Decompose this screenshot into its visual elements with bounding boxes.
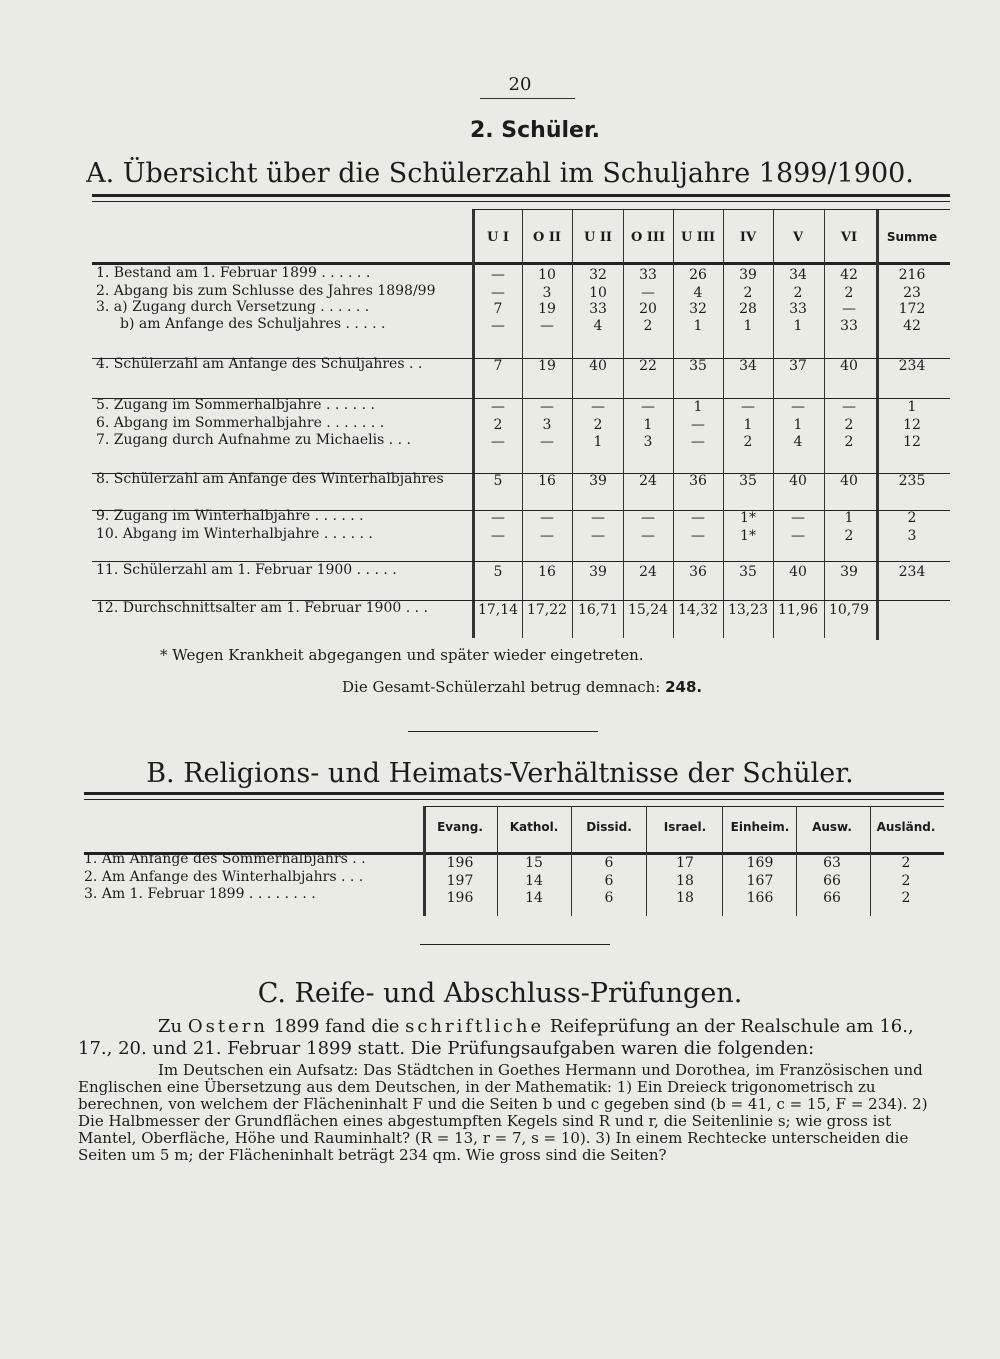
table-cell: 10 bbox=[538, 267, 556, 283]
table-cell: 36 bbox=[689, 473, 707, 489]
table-cell: 10 bbox=[589, 285, 607, 301]
table-cell: 35 bbox=[689, 358, 707, 374]
table-cell: — bbox=[540, 528, 554, 544]
table-cell: 2 bbox=[907, 510, 917, 526]
table-cell: 32 bbox=[689, 301, 707, 317]
table-cell: 14 bbox=[525, 873, 543, 889]
section-c-body: Im Deutschen ein Aufsatz: Das Städtchen in Goethes Hermann und Dorothea, im Französischen und Englischen eine Übersetzung aus dem Deutschen, in der Mathematik: 1) Ein Dreieck trigonometrisch zu berechnen, von welchem der Flächeninhalt F und die Seiten b und c gegeben sind (b = 41, c = 15, F = 234). 2) Die Halbmesser der Grundflächen eines abgestumpften Kegels sind R und r, die Seitenlinie s; wie gross ist Mantel, Oberfläche, Höhe und Rauminhalt? (R = 13, r = 7, s = 10). 3) In einem Rechtecke unterscheiden die Seiten um 5 m; der Flächeninhalt beträgt 234 qm. Wie gross sind die Seiten? bbox=[78, 1061, 928, 1164]
column-header: VI bbox=[840, 230, 858, 245]
table-cell: 2 bbox=[844, 285, 854, 301]
table-cell: 19 bbox=[538, 301, 556, 317]
table-cell: 2 bbox=[901, 855, 911, 871]
table-cell: 24 bbox=[639, 473, 657, 489]
table-cell: 216 bbox=[898, 267, 926, 283]
table-cell: 16,71 bbox=[577, 602, 619, 618]
row-label: b) am Anfange des Schuljahres . . . . . bbox=[120, 316, 386, 332]
table-cell: 166 bbox=[746, 890, 774, 906]
table-cell: — bbox=[842, 399, 856, 415]
row-label: 3. a) Zugang durch Versetzung . . . . . . bbox=[96, 299, 370, 315]
column-divider bbox=[646, 806, 647, 916]
column-divider bbox=[497, 806, 498, 916]
table-cell: 32 bbox=[589, 267, 607, 283]
row-label: 11. Schülerzahl am 1. Februar 1900 . . . . . bbox=[96, 562, 397, 578]
row-label: 1. Am Anfange des Sommerhalbjahrs . . bbox=[84, 851, 366, 867]
row-label: 2. Am Anfange des Winterhalbjahrs . . . bbox=[84, 869, 364, 885]
table-cell: 33 bbox=[789, 301, 807, 317]
table-cell: 22 bbox=[639, 358, 657, 374]
table-cell: 196 bbox=[446, 890, 474, 906]
table-cell: 2 bbox=[844, 434, 854, 450]
table-cell: 2 bbox=[901, 873, 911, 889]
table-cell: 235 bbox=[898, 473, 926, 489]
section-a-top-rule-2 bbox=[92, 201, 950, 202]
table-cell: 42 bbox=[903, 318, 921, 334]
table-cell: — bbox=[641, 510, 655, 526]
table-cell: — bbox=[641, 285, 655, 301]
table-cell: 28 bbox=[739, 301, 757, 317]
intro-prefix: Zu bbox=[158, 1016, 183, 1037]
row-label: 3. Am 1. Februar 1899 . . . . . . . . bbox=[84, 886, 316, 902]
table-cell: 2 bbox=[743, 434, 753, 450]
intro-spaced-1: Ostern bbox=[187, 1016, 268, 1037]
section-b-title: B. Religions- und Heimats-Verhältnisse der Schüler. bbox=[146, 758, 854, 789]
table-cell: — bbox=[791, 510, 805, 526]
table-cell: — bbox=[641, 528, 655, 544]
column-header: Ausw. bbox=[812, 820, 852, 834]
table-cell: 18 bbox=[676, 890, 694, 906]
column-header: U I bbox=[487, 230, 509, 245]
table-cell: 39 bbox=[840, 564, 858, 580]
table-cell: 1 bbox=[593, 434, 603, 450]
table-cell: — bbox=[791, 399, 805, 415]
intro-spaced-2: schriftliche bbox=[405, 1016, 545, 1037]
table-cell: 36 bbox=[689, 564, 707, 580]
table-cell: — bbox=[540, 318, 554, 334]
table-cell: 1 bbox=[907, 399, 917, 415]
table-cell: 1* bbox=[740, 510, 756, 526]
table-cell: 14 bbox=[525, 890, 543, 906]
table-cell: 167 bbox=[746, 873, 774, 889]
table-cell: 1 bbox=[743, 417, 753, 433]
table-cell: — bbox=[491, 399, 505, 415]
table-cell: 37 bbox=[789, 358, 807, 374]
column-header: O II bbox=[532, 230, 561, 245]
column-header: Ausländ. bbox=[876, 820, 936, 834]
table-cell: 33 bbox=[840, 318, 858, 334]
table-cell: 33 bbox=[589, 301, 607, 317]
separator-rule-2 bbox=[420, 944, 610, 945]
table-cell: — bbox=[741, 399, 755, 415]
table-cell: — bbox=[641, 399, 655, 415]
table-cell: 1 bbox=[793, 318, 803, 334]
column-header: Summe bbox=[886, 230, 938, 244]
table-cell: 2 bbox=[493, 417, 503, 433]
table-cell: — bbox=[691, 510, 705, 526]
header-top-rule bbox=[423, 806, 944, 807]
table-cell: 7 bbox=[493, 358, 503, 374]
table-cell: 3 bbox=[542, 417, 552, 433]
section-a-title: A. Übersicht über die Schülerzahl im Schuljahre 1899/1900. bbox=[86, 158, 914, 189]
column-header: O III bbox=[630, 230, 666, 245]
table-cell: 2 bbox=[793, 285, 803, 301]
table-cell: 63 bbox=[823, 855, 841, 871]
table-cell: 12 bbox=[903, 434, 921, 450]
column-header: Evang. bbox=[437, 820, 483, 834]
table-cell: 4 bbox=[793, 434, 803, 450]
column-divider bbox=[722, 806, 723, 916]
intro-rest: Reifeprüfung an der Realschule am 16., 17., 20. und 21. Februar 1899 statt. Die Prüfungsaufgaben waren die folgenden: bbox=[78, 1016, 914, 1059]
table-cell: 40 bbox=[840, 358, 858, 374]
table-cell: 17,14 bbox=[477, 602, 519, 618]
row-label: 5. Zugang im Sommerhalbjahre . . . . . . bbox=[96, 397, 375, 413]
table-cell: — bbox=[491, 285, 505, 301]
table-cell: — bbox=[691, 434, 705, 450]
table-cell: 5 bbox=[493, 564, 503, 580]
table-cell: 3 bbox=[907, 528, 917, 544]
section-b-top-rule-2 bbox=[84, 799, 944, 800]
table-cell: — bbox=[540, 434, 554, 450]
table-cell: 197 bbox=[446, 873, 474, 889]
table-cell: 1 bbox=[693, 399, 703, 415]
footnote: * Wegen Krankheit abgegangen und später wieder eingetreten. bbox=[160, 646, 644, 664]
table-cell: — bbox=[691, 528, 705, 544]
table-cell: 3 bbox=[643, 434, 653, 450]
column-header: Israel. bbox=[663, 820, 707, 834]
table-cell: 40 bbox=[589, 358, 607, 374]
table-cell: 234 bbox=[898, 358, 926, 374]
column-divider bbox=[571, 806, 572, 916]
table-cell: 6 bbox=[604, 890, 614, 906]
table-cell: 1 bbox=[793, 417, 803, 433]
table-cell: 2 bbox=[844, 528, 854, 544]
separator-rule bbox=[408, 731, 598, 732]
table-cell: 39 bbox=[589, 473, 607, 489]
table-cell: 40 bbox=[789, 564, 807, 580]
table-cell: 169 bbox=[746, 855, 774, 871]
table-cell: 7 bbox=[493, 301, 503, 317]
intro-mid: 1899 fand die bbox=[273, 1016, 400, 1037]
table-cell: 172 bbox=[898, 301, 926, 317]
section-b-top-rule bbox=[84, 792, 944, 795]
table-cell: — bbox=[791, 528, 805, 544]
table-cell: — bbox=[591, 528, 605, 544]
table-cell: 42 bbox=[840, 267, 858, 283]
column-header: IV bbox=[739, 230, 757, 245]
table-cell: 39 bbox=[589, 564, 607, 580]
table-cell: — bbox=[591, 399, 605, 415]
table-cell: 40 bbox=[840, 473, 858, 489]
table-cell: 24 bbox=[639, 564, 657, 580]
main-heading: 2. Schüler. bbox=[469, 118, 601, 143]
table-cell: 10,79 bbox=[828, 602, 870, 618]
table-cell: — bbox=[491, 318, 505, 334]
table-cell: 1 bbox=[693, 318, 703, 334]
table-cell: 2 bbox=[593, 417, 603, 433]
table-cell: 15,24 bbox=[627, 602, 669, 618]
table-cell: 4 bbox=[693, 285, 703, 301]
column-header: V bbox=[792, 230, 804, 245]
row-label: 12. Durchschnittsalter am 1. Februar 1900 . . . bbox=[96, 600, 428, 616]
column-divider bbox=[876, 210, 879, 640]
table-cell: 1* bbox=[740, 528, 756, 544]
table-cell: — bbox=[540, 399, 554, 415]
column-divider bbox=[423, 806, 426, 916]
page-number-rule bbox=[480, 98, 575, 99]
row-label: 6. Abgang im Sommerhalbjahre . . . . . . . bbox=[96, 415, 385, 431]
column-header: Kathol. bbox=[509, 820, 559, 834]
table-cell: 12 bbox=[903, 417, 921, 433]
table-cell: 6 bbox=[604, 873, 614, 889]
table-cell: 2 bbox=[901, 890, 911, 906]
table-cell: 14,32 bbox=[677, 602, 719, 618]
table-cell: 15 bbox=[525, 855, 543, 871]
row-label: 4. Schülerzahl am Anfange des Schuljahres . . bbox=[96, 356, 423, 372]
table-cell: — bbox=[491, 528, 505, 544]
table-cell: 17 bbox=[676, 855, 694, 871]
column-header: Dissid. bbox=[586, 820, 632, 834]
table-cell: 33 bbox=[639, 267, 657, 283]
table-cell: — bbox=[491, 267, 505, 283]
table-cell: 19 bbox=[538, 358, 556, 374]
table-cell: — bbox=[842, 301, 856, 317]
row-label: 7. Zugang durch Aufnahme zu Michaelis . . . bbox=[96, 432, 411, 448]
table-cell: 234 bbox=[898, 564, 926, 580]
column-header: Einheim. bbox=[730, 820, 790, 834]
row-label: 8. Schülerzahl am Anfange des Winterhalbjahres bbox=[96, 471, 444, 487]
table-cell: 23 bbox=[903, 285, 921, 301]
column-header: U II bbox=[583, 230, 613, 245]
table-cell: 34 bbox=[739, 358, 757, 374]
table-cell: 1 bbox=[643, 417, 653, 433]
table-cell: 2 bbox=[743, 285, 753, 301]
column-header: U III bbox=[680, 230, 716, 245]
table-cell: 39 bbox=[739, 267, 757, 283]
table-cell: 196 bbox=[446, 855, 474, 871]
table-cell: 26 bbox=[689, 267, 707, 283]
table-cell: 34 bbox=[789, 267, 807, 283]
row-label: 2. Abgang bis zum Schlusse des Jahres 1898/99 bbox=[96, 283, 436, 299]
table-cell: — bbox=[491, 434, 505, 450]
table-cell: 35 bbox=[739, 564, 757, 580]
total-value: 248. bbox=[665, 678, 703, 696]
table-cell: 18 bbox=[676, 873, 694, 889]
table-cell: 5 bbox=[493, 473, 503, 489]
row-label: 10. Abgang im Winterhalbjahre . . . . . . bbox=[96, 526, 373, 542]
table-cell: 2 bbox=[844, 417, 854, 433]
table-cell: — bbox=[691, 417, 705, 433]
table-cell: — bbox=[591, 510, 605, 526]
section-a-top-rule bbox=[92, 194, 950, 197]
total-line bbox=[342, 678, 702, 696]
row-label: 9. Zugang im Winterhalbjahre . . . . . . bbox=[96, 508, 364, 524]
table-cell: 3 bbox=[542, 285, 552, 301]
table-cell: 16 bbox=[538, 564, 556, 580]
table-cell: 16 bbox=[538, 473, 556, 489]
column-divider bbox=[870, 806, 871, 916]
table-cell: 1 bbox=[743, 318, 753, 334]
table-cell: 66 bbox=[823, 890, 841, 906]
table-cell: 11,96 bbox=[777, 602, 819, 618]
section-c-intro bbox=[78, 1016, 948, 1060]
table-cell: 13,23 bbox=[727, 602, 769, 618]
table-cell: 40 bbox=[789, 473, 807, 489]
row-label: 1. Bestand am 1. Februar 1899 . . . . . . bbox=[96, 265, 371, 281]
table-cell: — bbox=[540, 510, 554, 526]
total-text: Die Gesamt-Schülerzahl betrug demnach: bbox=[342, 678, 661, 696]
table-cell: 66 bbox=[823, 873, 841, 889]
page-number: 20 bbox=[508, 74, 532, 95]
table-cell: — bbox=[491, 510, 505, 526]
table-cell: 2 bbox=[643, 318, 653, 334]
table-cell: 35 bbox=[739, 473, 757, 489]
table-cell: 4 bbox=[593, 318, 603, 334]
table-cell: 17,22 bbox=[526, 602, 568, 618]
table-cell: 1 bbox=[844, 510, 854, 526]
table-cell: 20 bbox=[639, 301, 657, 317]
table-cell: 6 bbox=[604, 855, 614, 871]
column-divider bbox=[796, 806, 797, 916]
section-c-title: C. Reife- und Abschluss-Prüfungen. bbox=[257, 978, 743, 1009]
